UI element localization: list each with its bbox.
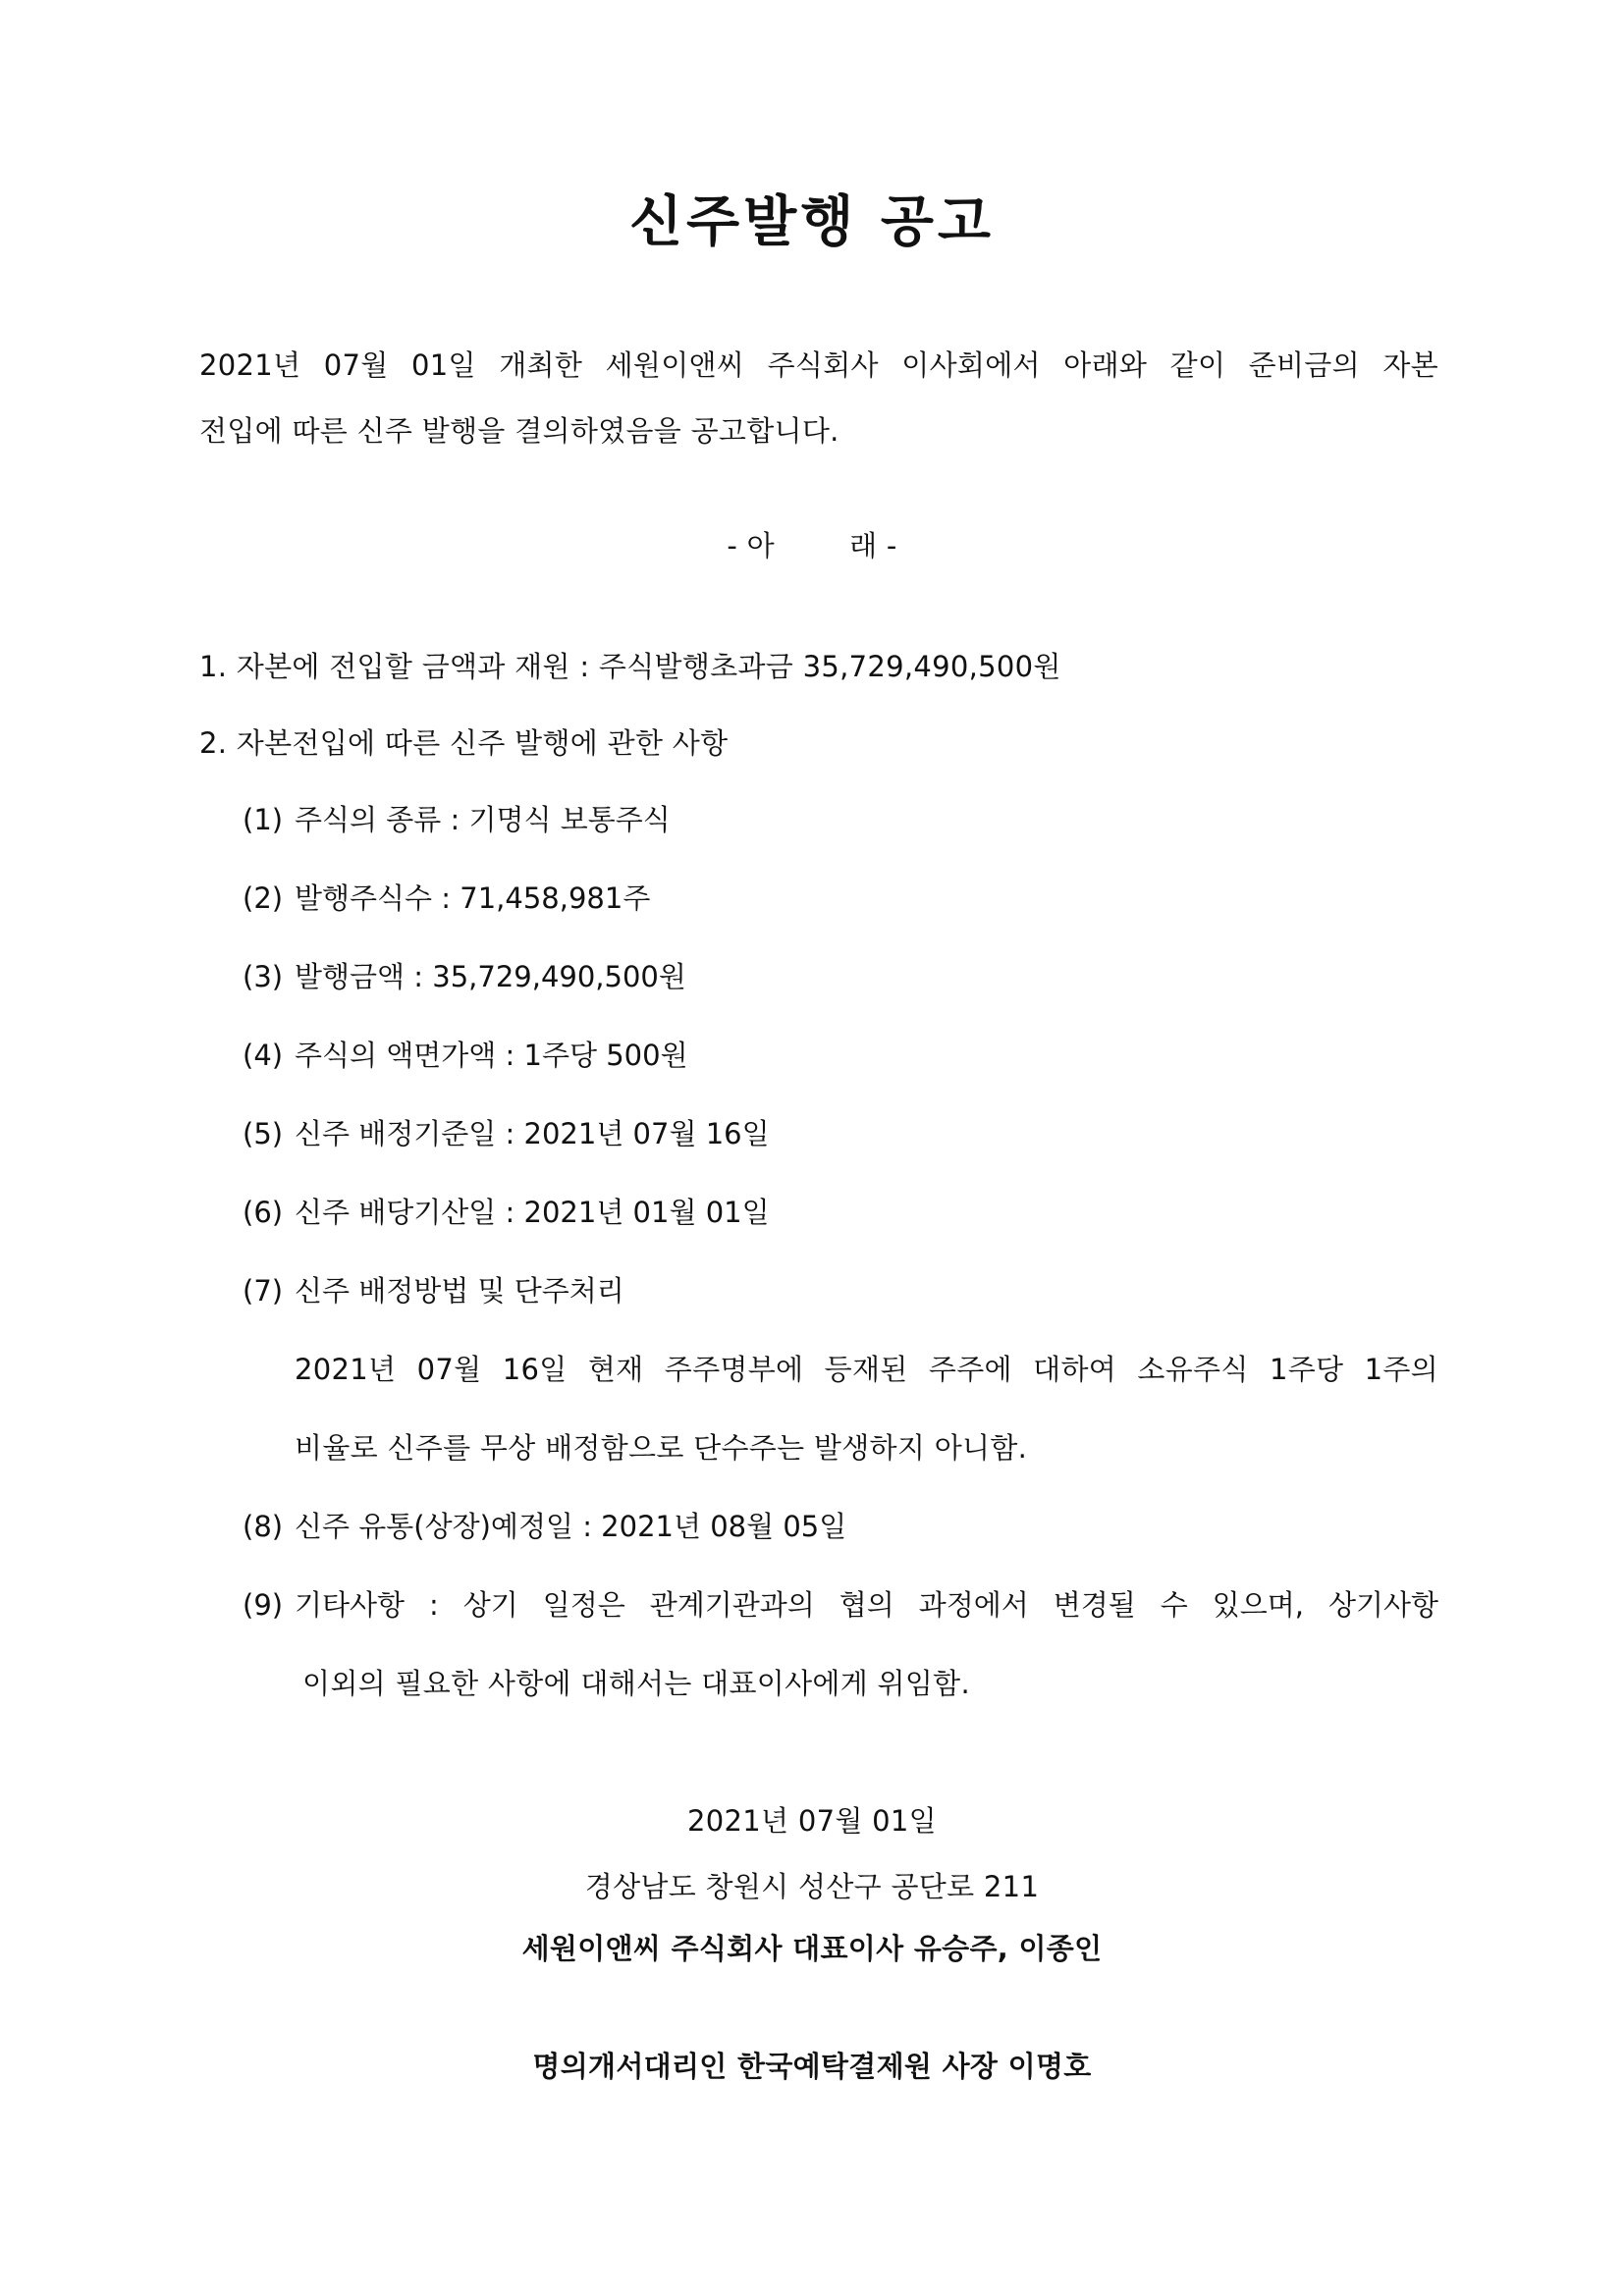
document-title: 신주발행 공고: [628, 190, 996, 254]
item-7-number: (7): [243, 1274, 284, 1308]
section-1: 1. 자본에 전입할 금액과 재원 : 주식발행초과금 35,729,490,500원: [199, 650, 1061, 683]
item-7-detail-line-2: 비율로 신주를 무상 배정함으로 단수주는 발생하지 아니함.: [295, 1431, 1028, 1465]
footer-address: 경상남도 창원시 성산구 공단로 211: [584, 1870, 1040, 1903]
intro-line-2: 전입에 따른 신주 발행을 결의하였음을 공고합니다.: [199, 414, 839, 448]
item-9-detail-line-1: 이외의 필요한 사항에 대해서는 대표이사에게 위임함.: [302, 1667, 971, 1700]
item-9-text: 기타사항 : 상기 일정은 관계기관과의 협의 과정에서 변경될 수 있으며, 상기사항: [295, 1588, 1438, 1622]
item-6-text: 신주 배당기산일 : 2021년 01월 01일: [295, 1196, 770, 1229]
item-7-text: 신주 배정방법 및 단주처리: [295, 1274, 624, 1308]
item-4-text: 주식의 액면가액 : 1주당 500원: [295, 1039, 688, 1072]
item-5-text: 신주 배정기준일 : 2021년 07월 16일: [295, 1117, 770, 1150]
item-3-number: (3): [243, 960, 284, 993]
footer-company: 세원이앤씨 주식회사 대표이사 유승주, 이종인: [521, 1932, 1103, 1965]
item-4-number: (4): [243, 1039, 284, 1072]
below-marker: - 아 래 -: [727, 529, 897, 562]
item-2-text: 발행주식수 : 71,458,981주: [295, 881, 651, 915]
footer-date: 2021년 07월 01일: [687, 1804, 937, 1838]
item-2-number: (2): [243, 881, 284, 915]
item-1-text: 주식의 종류 : 기명식 보통주식: [295, 803, 671, 836]
item-5-number: (5): [243, 1117, 284, 1150]
intro-line-1: 2021년 07월 01일 개최한 세원이앤씨 주식회사 이사회에서 아래와 같이 준비금의 자본: [199, 348, 1438, 382]
item-6-number: (6): [243, 1196, 284, 1229]
footer-agent: 명의개서대리인 한국예탁결제원 사장 이명호: [532, 2050, 1092, 2083]
item-8-text: 신주 유통(상장)예정일 : 2021년 08월 05일: [295, 1510, 847, 1543]
section-2: 2. 자본전입에 따른 신주 발행에 관한 사항: [199, 726, 729, 760]
item-8-number: (8): [243, 1510, 284, 1543]
item-1-number: (1): [243, 803, 284, 836]
item-3-text: 발행금액 : 35,729,490,500원: [295, 960, 686, 993]
item-9-number: (9): [243, 1588, 284, 1622]
item-7-detail-line-1: 2021년 07월 16일 현재 주주명부에 등재된 주주에 대하여 소유주식 1주당 1주의: [295, 1353, 1438, 1386]
